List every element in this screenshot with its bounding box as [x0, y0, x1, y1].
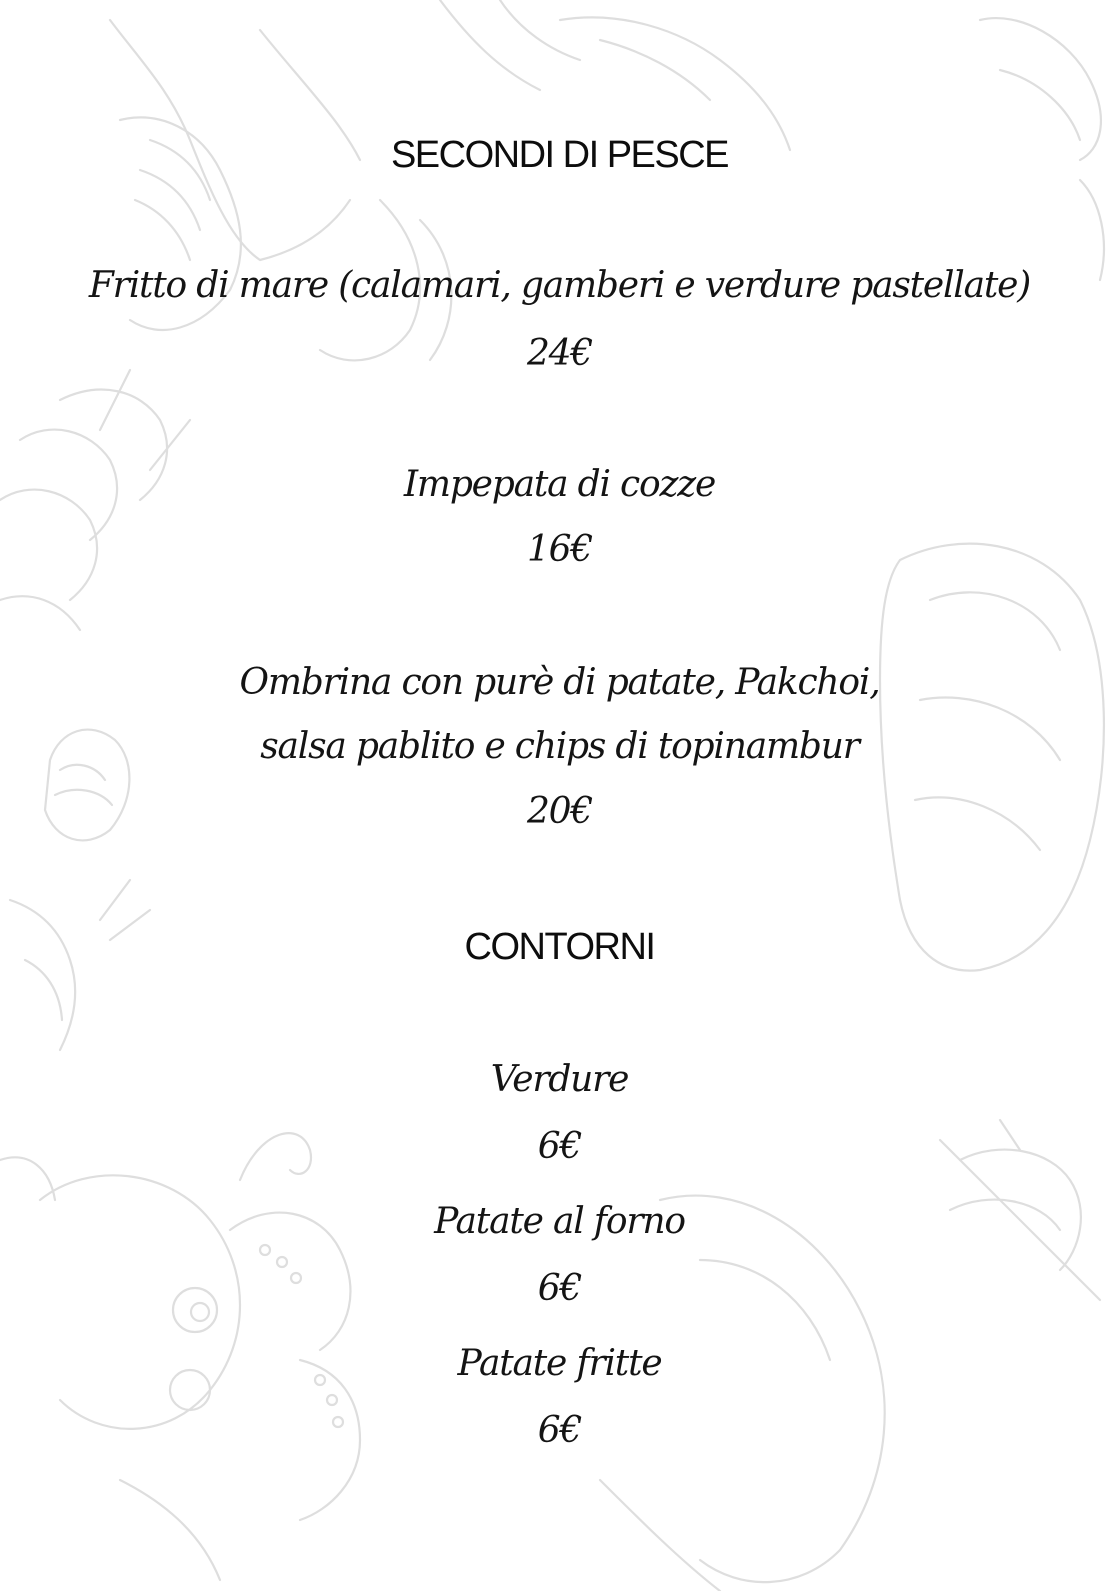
menu-item-name: Patate al forno — [434, 1201, 685, 1242]
section-title-contorni: CONTORNI — [464, 926, 655, 968]
menu-item-price: 20€ — [526, 791, 593, 832]
menu-item-name-line1: Ombrina con purè di patate, Pakchoi, — [239, 662, 880, 703]
section-title-secondi-di-pesce: SECONDI DI PESCE — [390, 134, 729, 176]
menu-item-name: Verdure — [490, 1059, 629, 1100]
menu-item-price: 6€ — [537, 1126, 582, 1167]
menu-item-name-line2: salsa pablito e chips di topinambur — [260, 726, 859, 767]
menu-item-name: Impepata di cozze — [403, 464, 716, 505]
menu-item-name: Fritto di mare (calamari, gamberi e verdure pastellate) — [88, 265, 1031, 306]
menu-item-price: 24€ — [526, 333, 593, 374]
menu-item-price: 6€ — [537, 1268, 582, 1309]
menu-item-name: Patate fritte — [457, 1343, 662, 1384]
menu-item-price: 6€ — [537, 1410, 582, 1451]
menu-item-price: 16€ — [526, 529, 593, 570]
